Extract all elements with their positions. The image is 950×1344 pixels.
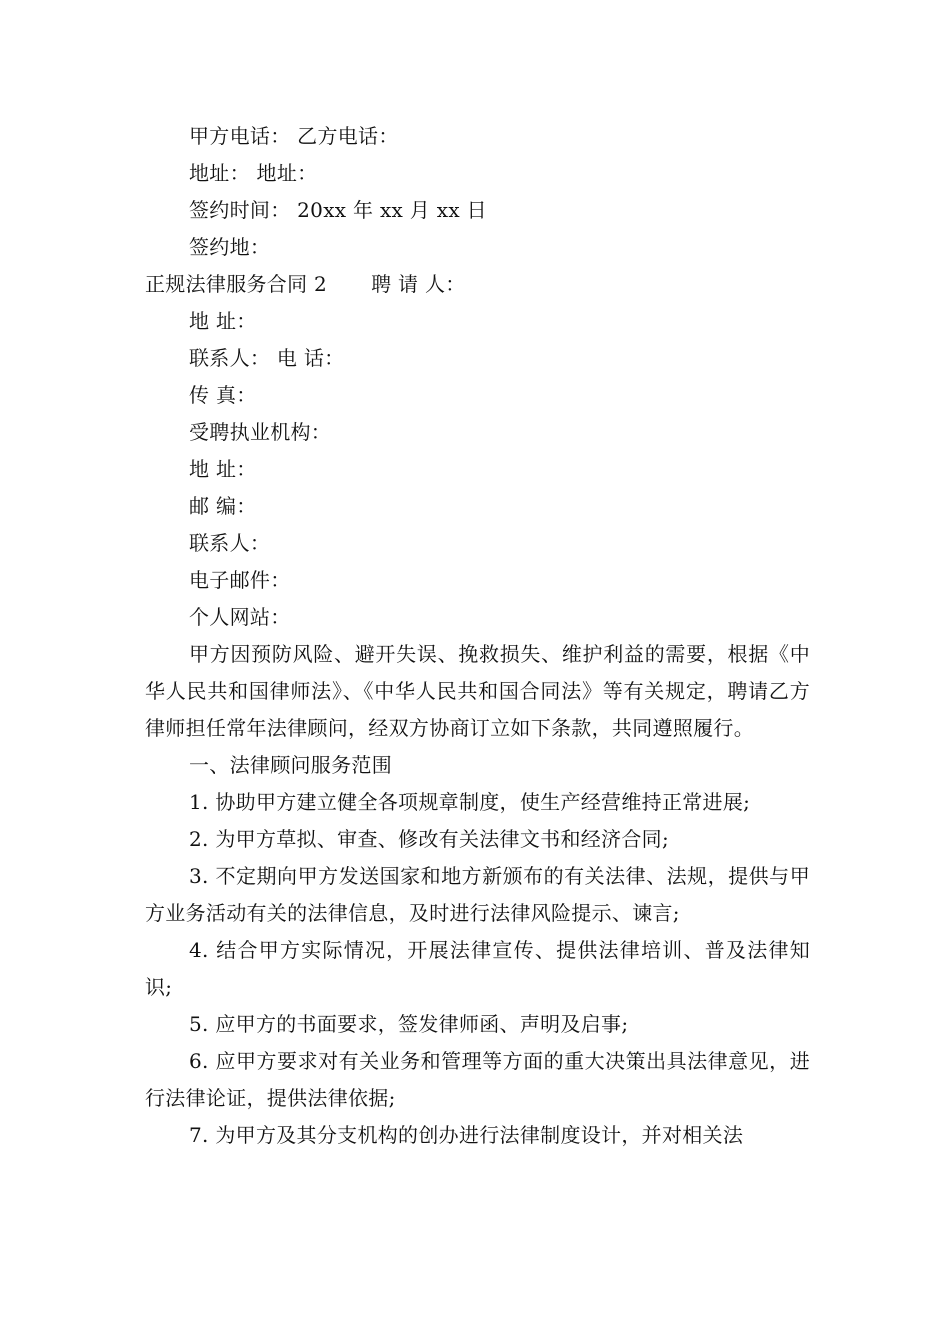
intro-paragraph: 甲方因预防风险、避开失误、挽救损失、维护利益的需要，根据《中华人民共和国律师法》、《中华人民共和国合同法》等有关规定，聘请乙方律师担任常年法律顾问，经双方协商订立如下条款，共同遵照履行。 — [145, 642, 810, 740]
employer-contact-line: 联系人： 电 话： — [189, 346, 345, 370]
service-item: 3. 不定期向甲方发送国家和地方新颁布的有关法律、法规，提供与甲方业务活动有关的法律信息，及时进行法律风险提示、谏言; — [145, 864, 810, 925]
employer-fax-line: 传 真： — [189, 383, 257, 407]
document-body — [145, 118, 810, 1154]
party-phone-line: 甲方电话： 乙方电话： — [189, 124, 399, 148]
firm-postcode-line: 邮 编： — [189, 494, 257, 518]
contract-title: 正规法律服务合同 2 — [145, 272, 328, 296]
employer-address-line: 地 址： — [189, 309, 257, 333]
signing-place-line: 签约地： — [189, 235, 271, 259]
personal-website-line: 个人网站： — [189, 605, 291, 629]
law-firm-line: 受聘执业机构： — [189, 420, 332, 444]
firm-email-line: 电子邮件： — [189, 568, 291, 592]
firm-address-line: 地 址： — [189, 457, 257, 481]
service-item: 7. 为甲方及其分支机构的创办进行法律制度设计，并对相关法 — [189, 1123, 744, 1147]
signing-date-line: 签约时间： 20xx 年 xx 月 xx 日 — [189, 198, 487, 222]
address-line: 地址： 地址： — [189, 161, 318, 185]
contract-heading-row — [145, 266, 810, 303]
service-item: 5. 应甲方的书面要求，签发律师函、声明及启事; — [189, 1012, 629, 1036]
service-item: 2. 为甲方草拟、审查、修改有关法律文书和经济合同; — [189, 827, 669, 851]
service-item: 6. 应甲方要求对有关业务和管理等方面的重大决策出具法律意见，进行法律论证，提供法律依据; — [145, 1049, 810, 1110]
employer-label: 聘 请 人： — [371, 272, 466, 296]
service-item: 4. 结合甲方实际情况，开展法律宣传、提供法律培训、普及法律知识; — [145, 938, 810, 999]
firm-contact-line: 联系人： — [189, 531, 271, 555]
section-title: 一、法律顾问服务范围 — [189, 753, 392, 777]
service-item: 1. 协助甲方建立健全各项规章制度，使生产经营维持正常进展; — [189, 790, 751, 814]
